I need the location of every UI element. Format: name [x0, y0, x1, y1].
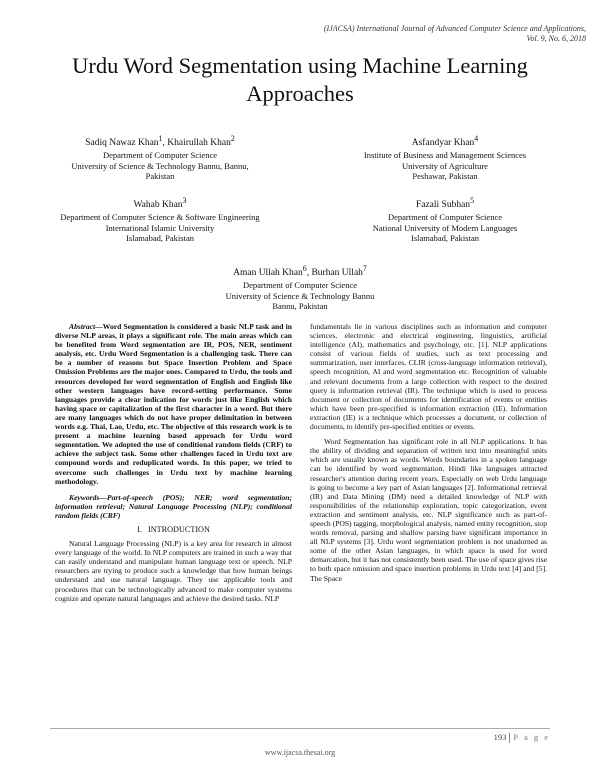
author-block-5 — [170, 263, 430, 312]
right-column — [310, 322, 547, 583]
journal-header — [324, 24, 586, 44]
author-block-1 — [40, 133, 280, 182]
affiliation-line: Department of Computer Science — [387, 212, 502, 223]
title-line-2: Approaches — [246, 81, 354, 106]
author-block-3 — [30, 195, 290, 244]
footer-rule — [50, 728, 550, 729]
affiliation-line: Institute of Business and Management Sciences — [363, 150, 527, 161]
affiliation-line: University of Agriculture — [402, 160, 488, 171]
affiliation-line: Pakistan — [145, 171, 175, 182]
affiliation-line: University of Science & Technology Bannu — [225, 290, 375, 301]
author-names: Aman Ullah Khan$^6$, Burhan Ullah$^7$ — [233, 264, 367, 279]
affiliation-line: Peshawar, Pakistan — [412, 171, 478, 182]
page-number: 193 P a g e — [493, 732, 550, 742]
author-names: Fazali Subhan$^5$ — [415, 196, 475, 211]
right-paragraph-2: Word Segmentation has significant role in all NLP applications. It has the ability of dividing and separation of written text into meaningful units which are usually known as words. Words boundaries in a spoken language can be identified by word segmentation. Hindi like languages attracted researcher's attention during recent years. Especially on web Urdu language is going to become a key part of Asian languages [2]. Informational retrieval (IR) and Data Mining (DM) need a detailed knowledge of NLP with responsibilities of the relationship exploration, topic categorization, event extraction and sentiment analysis, etc. NLP significance such as part-of-speech (POS) tagging, morphological analysis, named entity recognition, stop words removal, parsing and shallow parsing have significant importance in all NLP systems [3]. Urdu word segmentation problem is not unadorned as some of the other Asian languages, in which space is used for word demarcation, but it has not consistently been used. The use of space gives rise to both space omission and space insertion problems in Urdu text [4] and [5]. The Space — [310, 437, 547, 583]
author-block-2 — [330, 133, 560, 182]
journal-volume: Vol. 9, No. 6, 2018 — [526, 34, 586, 43]
right-paragraph-1: fundamentals lie in various disciplines such as information and computer sciences, electronic and electrical engineering, linguistics, artificial intelligence (AI), mathematics and psychology, etc. [1]. NLP applications consist of various fields of studies, such as text processing and summarization, user interfaces, CLIR (cross-language information retrieval), speech recognition, AI and word segmentation etc. Recognition of valuable and relevant documents from a large collection with respect to the desired query is information retrieval (IR). The technique which is used to process document or collection of documents for identification of events or entities which have been pre-specified is information extraction (IE). Information extraction (IE) is a technique which processes a document, or collection of documents, to identify pre-specified entities or events. — [310, 322, 547, 432]
affiliation-line: Islamabad, Pakistan — [411, 233, 479, 244]
affiliation-line: National University of Modern Languages — [372, 222, 518, 233]
affiliation-line: Bannu, Pakistan — [272, 301, 328, 312]
section-heading-introduction: I. INTRODUCTION — [137, 524, 210, 534]
author-names: Wahab Khan$^3$ — [133, 196, 187, 211]
author-names: Sadiq Nawaz Khan$^1$, Khairullah Khan$^2$ — [85, 134, 235, 149]
affiliation-line: International Islamic University — [105, 222, 215, 233]
keywords: Keywords—Part-of-speech (POS); NER; word segmentation; information retrieval; Natural Language Processing (NLP); conditional random fields (CRF) — [55, 492, 292, 520]
left-column — [55, 322, 292, 603]
author-names: Asfandyar Khan$^4$ — [411, 134, 479, 149]
abstract: Abstract—Word Segmentation is considered a basic NLP task and in diverse NLP areas, it plays a significant role. The main areas which can be benefited from Word segmentation are IR, POS, NER, sentiment analysis, etc. Urdu Word Segmentation is a challenging task. There can be a number of reasons but Space Insertion Problem and Space Omission Problems are the major ones. Compared to Urdu, the tools and resources developed for word segmentation of English and English like other western languages have record-setting performance. Some languages provide a clear indication for words just like English which having space or capitalization of the first character in a word. But there are many languages which do not have proper delimitation in between words e.g. Thai, Lao, Urdu, etc. The objective of this research work is to present a machine learning based approach for Urdu word segmentation. We adopted the use of conditional random fields (CRF) to achieve the subject task. Some other challenges faced in Urdu text are compound words and reduplicated words. In this paper, we tried to overcome such challenges in Urdu text by machine learning methodology. — [55, 322, 292, 486]
journal-name: (IJACSA) International Journal of Advanced Computer Science and Applications, — [323, 24, 586, 33]
affiliation-line: Department of Computer Science — [102, 150, 217, 161]
paper-title — [0, 52, 600, 108]
title-line-1: Urdu Word Segmentation using Machine Learning — [72, 53, 528, 78]
intro-paragraph: Natural Language Processing (NLP) is a key area for research in almost every language of the world. In NLP computers are trained in such a way that can easily understand and manipulate human language text or speech. NLP researchers are trying to produce such a knowledge that how human beings understand and use natural language. They use applicable tools and procedures that can be technologically advanced to make computer systems cognize and operate natural languages and achieve the desired tasks. NLP — [55, 539, 292, 603]
affiliation-line: University of Science & Technology Bannu, Bannu, — [71, 160, 249, 171]
affiliation-line: Department of Computer Science & Software Engineering — [60, 212, 260, 223]
author-block-4 — [330, 195, 560, 244]
footer-url[interactable]: www.ijacsa.thesai.org — [264, 748, 336, 757]
affiliation-line: Department of Computer Science — [242, 280, 357, 291]
affiliation-line: Islamabad, Pakistan — [126, 233, 194, 244]
